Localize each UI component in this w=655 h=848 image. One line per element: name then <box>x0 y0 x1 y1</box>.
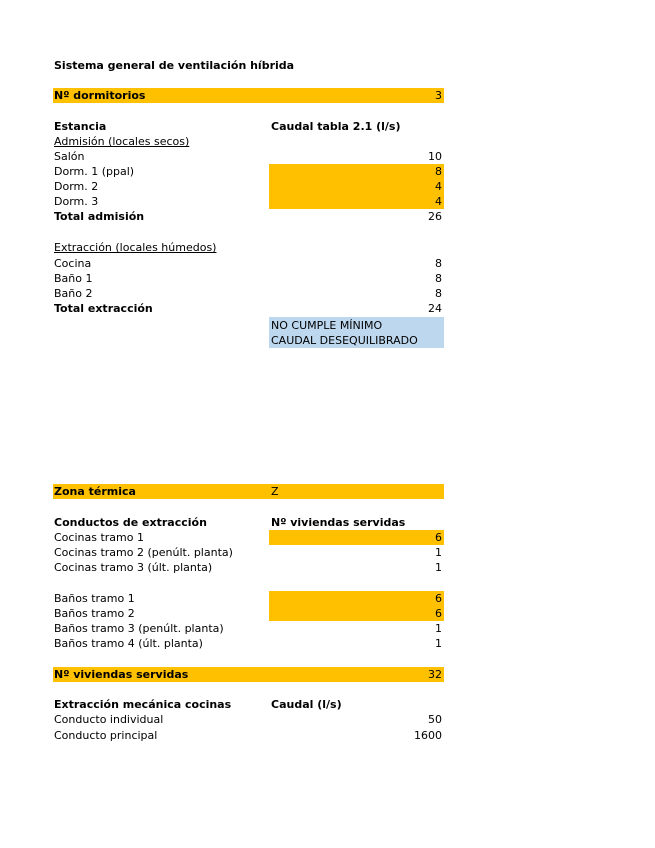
sheet-title: Sistema general de ventilación híbrida <box>54 59 295 72</box>
row-label: Cocina <box>54 257 92 270</box>
row-value-input[interactable]: 4 <box>269 194 444 209</box>
extraccion-section-header: Extracción (locales húmedos) <box>54 241 217 254</box>
row-value-input[interactable]: 6 <box>269 530 444 545</box>
viviendas-servidas-row[interactable] <box>53 667 444 682</box>
row-value-input[interactable]: 4 <box>269 179 444 194</box>
row-value[interactable]: 1600 <box>414 729 442 742</box>
total-admision-row <box>53 209 444 224</box>
row-value[interactable]: 1 <box>435 546 442 559</box>
dormitorios-row[interactable] <box>53 88 444 103</box>
total-extraccion-label: Total extracción <box>54 302 153 315</box>
status-note-line-1: NO CUMPLE MÍNIMO <box>271 319 383 332</box>
mecanica-header: Extracción mecánica cocinas <box>54 698 232 711</box>
row-label: Cocinas tramo 3 (últ. planta) <box>54 561 213 574</box>
table-row <box>53 591 444 606</box>
table-row <box>53 164 444 179</box>
row-label: Salón <box>54 150 85 163</box>
row-value-input[interactable]: 8 <box>269 164 444 179</box>
table-row <box>53 636 444 651</box>
table-row <box>53 712 444 727</box>
conductos-header-row <box>53 515 444 530</box>
table-row <box>53 286 444 301</box>
table-row <box>53 621 444 636</box>
row-value[interactable]: 1 <box>435 622 442 635</box>
table-row <box>53 530 444 545</box>
row-value[interactable]: 10 <box>428 150 442 163</box>
admision-section-header: Admisión (locales secos) <box>54 135 190 148</box>
status-note[interactable] <box>269 317 444 348</box>
total-admision-value[interactable]: 26 <box>428 210 442 223</box>
row-value[interactable]: 8 <box>435 287 442 300</box>
table-row <box>53 256 444 271</box>
row-label: Baños tramo 3 (penúlt. planta) <box>54 622 224 635</box>
admision-section-row <box>53 134 444 149</box>
conductos-header: Conductos de extracción <box>54 516 207 529</box>
table-row <box>53 149 444 164</box>
dormitorios-label: Nº dormitorios <box>54 89 146 102</box>
row-value[interactable]: 8 <box>435 257 442 270</box>
estancia-header: Estancia <box>54 120 107 133</box>
viviendas-servidas-label: Nº viviendas servidas <box>54 668 189 681</box>
row-label: Dorm. 2 <box>54 180 99 193</box>
mecanica-caudal-header: Caudal (l/s) <box>271 698 342 711</box>
table-row <box>53 728 444 743</box>
table-row <box>53 560 444 575</box>
row-value[interactable]: 50 <box>428 713 442 726</box>
row-label: Dorm. 1 (ppal) <box>54 165 135 178</box>
sheet-title-row <box>53 58 444 73</box>
viviendas-servidas-header: Nº viviendas servidas <box>271 516 406 529</box>
extraccion-section-row <box>53 240 444 255</box>
row-label: Cocinas tramo 2 (penúlt. planta) <box>54 546 233 559</box>
table-row <box>53 545 444 560</box>
row-label: Conducto principal <box>54 729 158 742</box>
row-label: Dorm. 3 <box>54 195 99 208</box>
estancia-header-row <box>53 119 444 134</box>
dormitorios-value[interactable]: 3 <box>435 89 442 102</box>
status-note-line-2: CAUDAL DESEQUILIBRADO <box>271 334 418 347</box>
mecanica-header-row <box>53 697 444 712</box>
row-label: Baños tramo 1 <box>54 592 135 605</box>
zona-termica-row[interactable] <box>53 484 444 499</box>
table-row <box>53 194 444 209</box>
caudal-header: Caudal tabla 2.1 (l/s) <box>271 120 401 133</box>
viviendas-servidas-value[interactable]: 32 <box>428 668 442 681</box>
row-label: Baño 2 <box>54 287 93 300</box>
table-row <box>53 606 444 621</box>
row-value-input[interactable]: 6 <box>269 606 444 621</box>
total-admision-label: Total admisión <box>54 210 145 223</box>
zona-termica-value[interactable]: Z <box>271 485 279 498</box>
row-value[interactable]: 8 <box>435 272 442 285</box>
row-label: Cocinas tramo 1 <box>54 531 144 544</box>
row-label: Baños tramo 2 <box>54 607 135 620</box>
row-label: Conducto individual <box>54 713 164 726</box>
table-row <box>53 179 444 194</box>
zona-termica-label: Zona térmica <box>54 485 136 498</box>
row-value[interactable]: 1 <box>435 637 442 650</box>
total-extraccion-value[interactable]: 24 <box>428 302 442 315</box>
table-row <box>53 271 444 286</box>
row-value[interactable]: 1 <box>435 561 442 574</box>
row-label: Baño 1 <box>54 272 93 285</box>
total-extraccion-row <box>53 301 444 316</box>
row-value-input[interactable]: 6 <box>269 591 444 606</box>
row-label: Baños tramo 4 (últ. planta) <box>54 637 203 650</box>
